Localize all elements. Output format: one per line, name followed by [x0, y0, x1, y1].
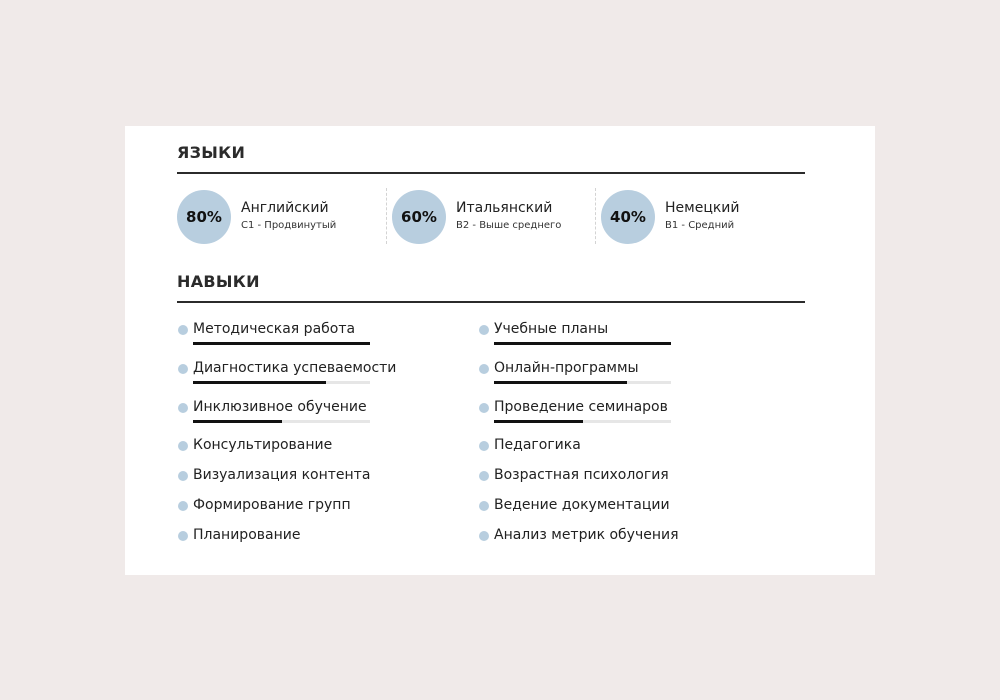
skills-divider [177, 301, 805, 303]
languages-divider [177, 172, 805, 174]
skill-label: Инклюзивное обучение [193, 399, 367, 415]
skill-label: Онлайн-программы [494, 360, 639, 376]
skill-bar-track [193, 381, 370, 384]
skill-label: Методическая работа [193, 321, 356, 337]
language-name: Английский [241, 200, 329, 216]
skill-bar-track [494, 420, 671, 423]
bullet-dot-icon [479, 441, 489, 451]
skill-label: Педагогика [494, 437, 581, 453]
skill-bar-fill [193, 342, 370, 345]
skill-label: Возрастная психология [494, 467, 669, 483]
language-level: C1 - Продвинутый [241, 220, 337, 231]
skill-bar-track [193, 420, 370, 423]
bullet-dot-icon [479, 531, 489, 541]
languages-title: ЯЗЫКИ [177, 143, 246, 162]
bullet-dot-icon [479, 364, 489, 374]
skill-label: Формирование групп [193, 497, 351, 513]
bullet-dot-icon [479, 501, 489, 511]
skill-label: Проведение семинаров [494, 399, 668, 415]
skill-bar-track [494, 381, 671, 384]
skill-label: Консультирование [193, 437, 333, 453]
skills-title: НАВЫКИ [177, 272, 260, 291]
skill-label: Диагностика успеваемости [193, 360, 397, 376]
bullet-dot-icon [178, 325, 188, 335]
bullet-dot-icon [178, 403, 188, 413]
language-name: Немецкий [665, 200, 740, 216]
language-name: Итальянский [456, 200, 553, 216]
language-level: B1 - Средний [665, 220, 735, 231]
bullet-dot-icon [178, 364, 188, 374]
bullet-dot-icon [178, 501, 188, 511]
language-level: B2 - Выше среднего [456, 220, 562, 231]
bullet-dot-icon [178, 441, 188, 451]
skill-label: Визуализация контента [193, 467, 371, 483]
bullet-dot-icon [479, 325, 489, 335]
skill-label: Планирование [193, 527, 301, 543]
skill-label: Учебные планы [494, 321, 609, 337]
language-separator [386, 188, 387, 244]
skill-bar-track [494, 342, 671, 345]
skill-bar-fill [494, 342, 671, 345]
skill-bar-track [193, 342, 370, 345]
bullet-dot-icon [479, 471, 489, 481]
skill-label: Ведение документации [494, 497, 670, 513]
skill-bar-fill [494, 420, 583, 423]
skill-bar-fill [193, 420, 282, 423]
skill-label: Анализ метрик обучения [494, 527, 679, 543]
language-percent-circle: 80% [177, 190, 231, 244]
language-separator [595, 188, 596, 244]
bullet-dot-icon [178, 471, 188, 481]
language-percent-circle: 60% [392, 190, 446, 244]
bullet-dot-icon [178, 531, 188, 541]
bullet-dot-icon [479, 403, 489, 413]
skill-bar-fill [494, 381, 627, 384]
resume-card [125, 126, 875, 575]
skill-bar-fill [193, 381, 326, 384]
language-percent-circle: 40% [601, 190, 655, 244]
